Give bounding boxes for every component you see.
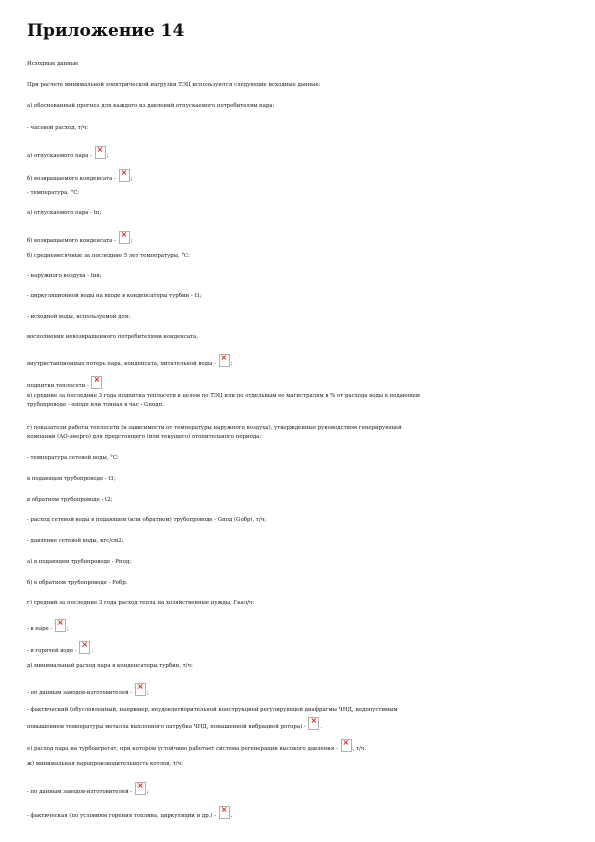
broken-image-icon [119,231,130,244]
paragraph-suffix: , т/ч. [352,746,367,752]
paragraph-line [27,231,572,246]
paragraph-line [27,537,572,546]
broken-image-icon [308,717,319,730]
paragraph-line [27,60,572,69]
paragraph-suffix: . [230,813,233,819]
paragraph-text: - фактическая (по условиям горения топлива, циркуляции и др.) - [27,813,218,819]
paragraph-text: трубопроводе - αподп или тоннах в час - Gподп. [27,402,164,408]
broken-image-icon [95,146,106,159]
broken-image-icon [135,782,146,795]
paragraph-text: - наружного воздуха - tнв; [27,273,102,279]
paragraph-line [27,641,572,656]
paragraph-text: г) показатели работы теплосети (в зависимости от температуры наружного воздуха), утвержденные руководством генерирующей [27,425,402,431]
paragraph-line [27,739,572,754]
paragraph-line [27,333,572,342]
broken-image-icon [135,683,146,696]
paragraph-suffix: ; [230,361,233,367]
paragraph-line [27,619,572,634]
paragraph-text: - часовой расход, т/ч: [27,125,89,131]
paragraph-line [27,169,572,184]
paragraph-line [27,496,572,505]
paragraph-line [27,782,572,797]
paragraph-line [27,124,572,133]
paragraph-text: - по данным заводов-изготовителей - [27,690,134,696]
paragraph-line [27,760,572,769]
paragraph-text: - исходной воды, используемой для: [27,314,131,320]
paragraph-text: в обратном трубопроводе - t2; [27,497,113,503]
broken-image-icon [79,641,90,654]
paragraph-text: повышением температуры металла выхлопного патрубка ЧНД, повышенной вибрацией ротора) - [27,724,308,730]
paragraph-line [27,313,572,322]
paragraph-text: - фактический (обусловленный, например, неудовлетворительной конструкцией регулирующей диафрагмы ЧНД, недопустимым [27,707,398,713]
paragraph-text: в подающем трубопроводе - t1; [27,476,116,482]
paragraph-line [27,252,572,261]
paragraph-text: д) минимальный расход пара в конденсаторы турбин, т/ч: [27,663,193,669]
paragraph-line [27,516,572,525]
broken-image-icon [119,169,130,182]
paragraph-text: - температура сетевой воды, °С: [27,455,119,461]
paragraph-line [27,683,572,698]
paragraph-line [27,146,572,161]
paragraph-line [27,102,572,111]
broken-image-icon [91,376,102,389]
paragraph-line [27,424,572,433]
paragraph-text: - по данным заводов-изготовителей - [27,789,134,795]
paragraph-line [27,81,572,90]
paragraph-text: а) обоснованный прогноз для каждого из давлений отпускаемого потребителям пара: [27,103,275,109]
paragraph-text: б) возвращаемого конденсата - [27,238,118,244]
paragraph-text: - в горячей воде - [27,648,79,654]
paragraph-line [27,189,572,198]
broken-image-icon [55,619,66,632]
page-title: Приложение 14 [27,21,185,41]
paragraph-text: б) среднемесячные за последние 5 лет температуры, °С: [27,253,190,259]
paragraph-text: б) в обратном трубопроводе - Робр. [27,580,128,586]
paragraph-line [27,401,572,410]
paragraph-text: а) отпускаемого пара - [27,153,94,159]
paragraph-line [27,558,572,567]
paragraph-line [27,209,572,218]
paragraph-line [27,806,572,821]
paragraph-text: - расход сетевой воды в подающем (или обратном) трубопроводе - Gпод (Gобр), т/ч; [27,517,267,523]
paragraph-text: а) отпускаемого пара - tп; [27,210,102,216]
paragraph-line [27,433,572,442]
paragraph-suffix: ; [146,690,149,696]
paragraph-line [27,706,572,715]
broken-image-icon [219,354,230,367]
paragraph-suffix: ; [106,153,109,159]
paragraph-text: внутристанционных потерь пара, конденсата, питательной воды - [27,361,218,367]
paragraph-text: - циркуляционной воды на входе в конденсаторы турбин - t1; [27,293,202,299]
paragraph-line [27,599,572,608]
paragraph-line [27,475,572,484]
paragraph-text: - в паре - [27,626,54,632]
paragraph-line [27,579,572,588]
paragraph-line [27,392,572,401]
paragraph-suffix: . [320,724,323,730]
paragraph-text: а) в подающем трубопроводе - Рпод; [27,559,131,565]
paragraph-line [27,717,572,732]
paragraph-line [27,662,572,671]
paragraph-suffix: . [91,648,94,654]
paragraph-text: е) расход пара на турбоагрегат, при котором устойчиво работает система регенерации высокого давления - [27,746,340,752]
paragraph-text: - температура, °С: [27,190,80,196]
paragraph-suffix: ; [130,238,133,244]
paragraph-text: подпитки теплосети - [27,383,91,389]
paragraph-line [27,454,572,463]
paragraph-line [27,292,572,301]
paragraph-text: в) средние за последние 3 года подпитка теплосети в целом по ТЭЦ или по отдельным ее магистралям в % от расхода воды в подающем [27,393,420,399]
paragraph-suffix: ; [66,626,69,632]
paragraph-text: г) средний за последние 3 года расход тепла на хозяйственные нужды, Гкал/ч: [27,600,255,606]
paragraph-text: При расчете минимальной электрической нагрузки ТЭЦ используются следующие исходные данные: [27,82,321,88]
paragraph-suffix: ; [146,789,149,795]
paragraph-line [27,354,572,369]
broken-image-icon [219,806,230,819]
document [27,18,572,819]
paragraph-text: восполнения невозвращенного потребителями конденсата, [27,334,199,340]
paragraph-text: Исходные данные [27,61,79,67]
paragraph-line [27,376,572,391]
paragraph-line [27,272,572,281]
paragraph-text: компании (АО-энерго) для предстоящего (или текущего) отопительного периода: [27,434,262,440]
paragraph-text: ж) минимальная паропроизводительность котлов, т/ч: [27,761,183,767]
paragraph-text: - давление сетевой воды, кгс/см2: [27,538,124,544]
paragraph-suffix: ; [130,176,133,182]
broken-image-icon [341,739,352,752]
paragraph-text: б) возвращаемого конденсата - [27,176,118,182]
